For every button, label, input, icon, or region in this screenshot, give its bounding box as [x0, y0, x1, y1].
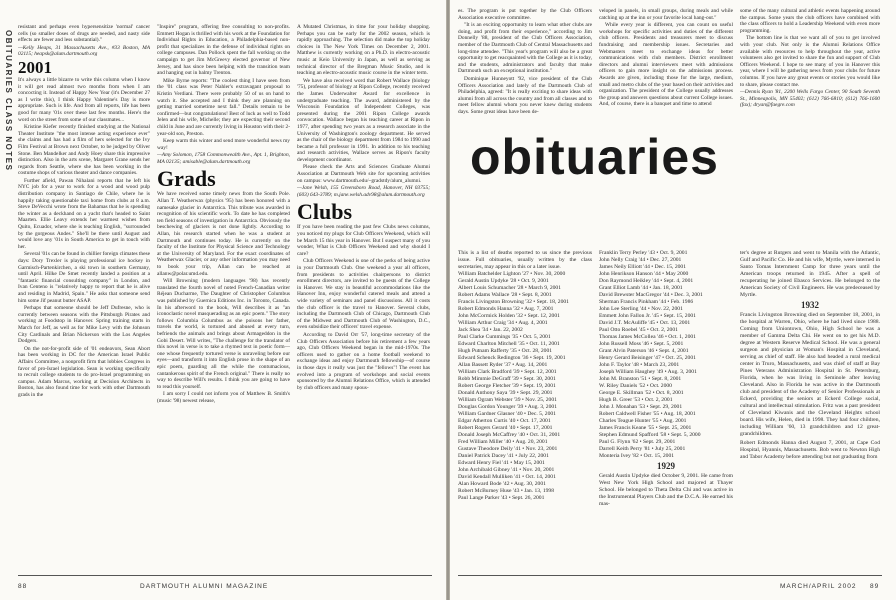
right-page: [450, 0, 896, 600]
obituary-list-item: Donald Joseph McCaffrey '40 • Oct. 31, 2001: [458, 432, 561, 438]
obituary-list-item: Robb Mimmie DeGraff '39 • Sept. 30, 2001: [458, 376, 556, 382]
page-number-left: 88: [18, 583, 28, 590]
paragraph: Will Browning (modern languages '98) has recently translated the fourth novel of noted French-Canadian writer Réjean Ducharme, The Daughter of Christopher Columbus was published by Guernica Editions Inc. in Toronto, Canada. In his afterword to the book, Will describes it as "an iconoclastic novel masquerading as an epic poem." The story follows Columbia Columbus as she poisons her father, travels the world, is tortured and abused at every turn, befriends the animals and brings about Armageddon in the Gobi Desert. Will writes, "The challenge for the translator of this novel in verse is to take a rhymed text in poetic form—one whose frequently tortured verse is unraveling before our eyes—and transform it into English prose in the shape of an epic poem, guarding all the while the contumacious, cantankerous spirit of the French original." There is really no way to describe Will's results. I think you are going to have to read this yourself.: [157, 278, 290, 390]
left-column-3: [297, 24, 430, 566]
footer-rule: [458, 575, 882, 576]
obituary-list-item: Franklin Terry Perley '43 • Oct. 9, 2001: [599, 250, 688, 256]
obituary-list-item: William Ogram Webster '39 • Nov. 25, 2001: [458, 397, 557, 403]
right-column-1: [458, 8, 592, 120]
obituary-list-item: George E. Skillman '52 • Oct. 8, 2001: [599, 390, 684, 396]
obituary-list-item: Francis Livingston Browning '32 • Sept. 18, 2001: [458, 299, 569, 305]
obituary-list-item: James Neily Elliott '44 • Dec. 15, 2001: [599, 264, 687, 270]
obituary-list-item: William Gardner Glasner '40 • Dec. 5, 2001: [458, 411, 556, 417]
obituary-list-item: Monteria Ivey '82 • Oct. 15, 2001: [599, 453, 675, 459]
paragraph: Perhaps that someone should be Jeff Dufresne, who is currently between seasons with the Pittsburgh Pirates and working at Foodstop in Hanover. Spring training starts in March for Jeff, as well as for Mike Levy with the Johnson City Cardinals and Brian Nickerson with the Los Angeles Dodgers.: [18, 305, 150, 345]
clubs-heading: Clubs: [297, 199, 353, 225]
obituary-list-item: Douglas Gordon Younger '39 • Aug. 3, 2001: [458, 404, 557, 410]
paragraph: If you have been reading the past few Clubs news columns, you noticed my plugs for Club Officers Weekend, which will be March 15 this year in Hanover. But I suspect many of you wonder, What is Club Officers Weekend and why should I care?: [297, 224, 430, 257]
paragraph: We have received some timely news from the South Pole. Allan T. Weatherwax (physics '95) has been honored with a namesake glacier in Antarctica. This tribute was awarded in recognition of his scientific work. To date he has completed ten field seasons of investigation in Antarctica. Obviously the beschewing of glaciers is not done lightly. According to Allan, his research started when he was a student at Dartmouth and continues today. He is currently on the faculty of the Institute for Physical Science and Technology at the University of Maryland. For the exact coordinates of Weatherwax Glacier, or any other information you may need to book your trip, Allan can be reached at allanw@polar.umd.edu.: [157, 191, 290, 277]
obituary-list-item: David J.T. McAuliffe '45 • Oct. 13, 2001: [599, 320, 691, 326]
signature: —Dennis Ryan '81, 2200 Wells Fargo Center, 90 South Seventh St., Minneapolis, MN 55402; (612) 766-6810; (612) 766-1600 (fax); dryan@faegre.com: [740, 89, 880, 109]
signature: —Jane Welsh, 155 Greensboro Road, Hanover, NH 03755; (603) 643-3789; m.jane.welsh.adv98@alum.dartmouth.org: [297, 185, 430, 198]
obituary-list-item: Hugh B. Greer '53 • Oct. 2, 2001: [599, 397, 673, 403]
obituaries-column-3: [740, 250, 880, 570]
paragraph: "It is an exciting opportunity to learn what other clubs are doing, and profit from their experience," according to Jim Donnelly '88, president of the Club Officers Association, member of the Dartmouth Club of Central Massachusetts and long-time attendee. "This year's program will also be a great opportunity to get reacquainted with the College as it is today, and the students, administrators and faculty that make Dartmouth such an exceptional institution.": [458, 22, 592, 75]
obituary-list-item: Fred William Miller '40 • Aug. 20, 2001: [458, 439, 548, 445]
signature: —Kelly Heaps, 31 Massachusetts Ave., #33 Boston, MA 02115; heapsk@alum.dartmouth.org: [18, 44, 150, 58]
obituary-entry: Gerald Austin Updyke died October 9, 2001. He came from West New York High School and majored at Thayer School. He belonged to Theta Delta Chi and was active in the Instrumental Players Club and the D.C.A. He earned his mas-: [599, 473, 733, 507]
paragraph: I am sorry I could not inform you of Matthew B. Smith's (music '98) newest release,: [157, 391, 290, 404]
obituary-list-item: Robert Edmonds Hanna '32 • Aug. 7, 2001: [458, 306, 554, 312]
obituary-list-item: Sherman Francis Pinkham '44 • Feb. 1986: [599, 299, 694, 305]
obituary-list-item: Paul G. Flynn '62 • Sept. 29, 2001: [599, 439, 676, 445]
obituary-list-item: Stephen Edmund Spafford '58 • Sept. 5, 2000: [599, 432, 701, 438]
obituary-list-item: Robert Rogers Gerard '40 • Sept. 17, 2001: [458, 425, 553, 431]
obituary-list-item: John F. Taylor '48 • March 23, 2001: [599, 362, 680, 368]
class-year-heading: 1932: [801, 300, 819, 310]
paragraph: Further afield, Pawan Nihalani reports that he left his NYC job for a year to work for a wood and wood pulp distribution company in Santiago de Chile, where he is happily taking questionable taxi home from clubs at 8 a.m. Steve DeVecchi wrote from the Bahamas that he is spending the winter as a deckhand on a yacht that's headed to Saint Maarten. Ellie Leavy extends her warmest wishes from Quito, Ecuador, where she is teaching English, "surrounded by the gorgeous Andes." She'll be there until August and would love any '01s in South America to get in touch with her.: [18, 177, 150, 250]
obituary-list-item: Joseph William Haughey '49 • Aug. 3, 2001: [599, 369, 697, 375]
obituary-list-item: Allan Bassett Ryder '37 • Aug. 14, 2001: [458, 362, 548, 368]
obituary-list-item: Jack Shea '34 • Jan. 22, 2002: [458, 327, 523, 333]
obituary-list-item: David Kendall Mulliken '41 • Oct. 14, 2001: [458, 474, 556, 480]
obituary-list-item: John Nelly Craig '44 • Dec. 27, 2001: [599, 257, 682, 263]
obituary-list-item: John Russell Moss '46 • Sept. 5, 2001: [599, 341, 684, 347]
obituary-list-item: William Clark Bradford '39 • Sept. 12, 2001: [458, 369, 557, 375]
obituary-list-item: Robert Adams Wallace '28 • Sept. 8, 2001: [458, 292, 552, 298]
obituary-list-b: [599, 250, 733, 460]
obituary-list-item: John Henrikson Hanson '44 • May 2000: [599, 271, 689, 277]
obituary-list-item: John Lee Sterling '44 • Nov. 22, 2001: [599, 306, 683, 312]
magazine-title-footer: DARTMOUTH ALUMNI MAGAZINE: [140, 583, 269, 590]
obituary-list-item: David Brewster MacGregor '44 • Dec. 3, 2001: [599, 292, 703, 298]
obituary-entry: ter's degree at Rutgers and went to Manila with the Atlantic, Gulf and Pacific Co. He and his wife, Myrtle, were interned in Santo Tomas Internment Camp for three years until the American troops returned in 1945. After a spell of recuperating he joined Ebasco Services. He belonged to the American Society of Civil Engineers. He was predeceased by Myrtle.: [740, 250, 880, 298]
obituary-list-item: John J. Monahan '53 • Sept. 29, 2001: [599, 404, 683, 410]
obituary-list-item: Edgar Atherton Curtis '40 • Oct. 17, 2001: [458, 418, 551, 424]
obituary-list-item: Robert McBurney Huse '43 • Jan. 13, 1998: [458, 488, 555, 494]
obituaries-title: obituaries: [470, 129, 719, 185]
obituary-list-item: Charles Teague Hunter '55 • Aug. 2001: [599, 418, 687, 424]
paragraph: veloped in panels, in small groups, during meals and while catching up at the inn or your favorite local hang-out.": [599, 8, 733, 21]
obituary-list-item: Darrell Keith Perry '81 • July 25, 2001: [599, 446, 686, 452]
obituary-list-item: Donald Anthony Saya '39 • Sept. 29, 2001: [458, 390, 553, 396]
paragraph: Kristine Kiefer recently finished studying at the National Theater Institute "the most intense acting experience ever" she claims and has had a film of hers selected for the Ivy Film Festival at Brown next October, to be judged by Oliver Stone. Ben Mandelker and Andy Hoey share this impressive distinction. Also in the arts scene, Margaret Grane sends her regards from Seattle, where she has been working in the costume shops of various theater and dance companies.: [18, 124, 150, 177]
paragraph: Club Officers Weekend is one of the perks of being active in your Dartmouth Club. One weekend a year all officers, from presidents to activities chairpersons to district enrollment directors, are invited to be guests of the College in Hanover. We stay in beautiful accommodations like the Hanover Inn, enjoy wonderful catered meals and attend a wide variety of seminars and panel discussions. All it costs the club officer is the travel to Hanover. Several clubs, including the Dartmouth Club of Chicago, Dartmouth Club of the Midwest and Dartmouth Club of Washington, D.C., even subsidize their officers' travel expense.: [297, 258, 430, 331]
obituary-list-item: John McCormick Holden '32 • Sept. 12, 2001: [458, 313, 560, 319]
paragraph: Please check the Arts and Sciences Graduate Alumni Association at Dartmouth Web site for upcoming activities on campus: www.dartmouth.edu/~gradstdy/alum_alumni.: [297, 164, 430, 184]
class-year-heading: 1929: [657, 461, 675, 471]
obituary-list-item: Edward Henry Fiel '41 • May 15, 2001: [458, 460, 545, 466]
paragraph: es. The program is put together by the Club Officers Association executive committee.: [458, 8, 592, 21]
obituary-entry: Robert Edmonds Hanna died August 7, 2001, at Cape Cod Hospital, Hyannis, Massachusetts. Bob went to Newton High and Tabor Academy before attending but not graduating from: [740, 440, 880, 460]
obituary-list-item: William Arthur Craig '34 • Aug. 4, 2001: [458, 320, 548, 326]
paragraph: Several '01s can be found in chillier foreign climates these days: Dory Trexler is playing professional ice hockey in Garmisch-Partenkirchen, a ski town in southern Germany, until April. Hilke De Smet recently landed a position at a "fantastic financial consulting company" in London, and Ivan Centeno is "relatively happy to report that he is alive and residing in Madrid, Spain." He asks that someone send him some Jif peanut butter ASAP.: [18, 251, 150, 304]
obituary-list-a: [458, 271, 592, 502]
left-page: [0, 0, 446, 600]
left-column-2: [157, 24, 290, 566]
obituary-list-item: Alan Howard Bode '42 • Aug. 30, 2001: [458, 481, 546, 487]
paragraph: A Mutated Christmas, in time for your holiday shopping. Perhaps you can be early for the 2002 season, which is rapidly approaching. The selection did make the top holiday choices in The New York Times on December 2, 2001. Matthew is currently working on a Ph.D. in electro-acoustic music at Keio University in Japan, as well as serving as technical director of the Bregman Music Studio, and is teaching an electro-acoustic music course in the winter term.: [297, 24, 430, 77]
obituary-list-item: Daniel Patrick Dacey '41 • July 22, 2001: [458, 453, 549, 459]
obituary-list-item: Grant Alvin Paterson '46 • Sept. 4, 2001: [599, 348, 689, 354]
obituary-list-item: Gerald Austin Updyke '28 • Oct. 9, 2001: [458, 278, 549, 284]
obituary-list-item: William Batchelder Lighton '27 • Nov. 30, 2000: [458, 271, 566, 277]
paragraph: While every year is different, you can count on useful workshops for specific activities and duties of the different club officers. Presidents and treasurers meet to discuss fundraising and membership issues. Secretaries and Webmasters meet to exchange ideas for better communications with club members. District enrollment directors and alumni interviewers meet with admissions officers to gain more insight on the admissions process. Awards are given, including those for the large, medium, small and metro clubs of the year based on their activities and organization. The president of the College usually addresses the group and answers questions about current College issues. And, of course, there is a banquet and time to attend: [599, 22, 733, 108]
obituary-list-item: Hugh Putnam Rafferty '35 • Oct. 28, 2001: [458, 348, 553, 354]
page-number-right: 89: [870, 583, 880, 590]
obituary-list-item: Albert Louis Schumacher '28 • March 9, 2001: [458, 285, 562, 291]
paragraph: On the not-for-profit side of '01 endeavors, Sean Abort has been working in DC for the American Israel Public Affairs Committee, a nonprofit firm that lobbies Congress in favor of pro-Israel legislation. Sean is working specifically to recruit college students to do pro-Israel programming on campus. Adam Marcus, working at Decision Architects in Boston, has also found time for work with other Dartmouth grads in the: [18, 345, 150, 398]
section-sidebar-label: [3, 30, 13, 230]
obituary-list-item: Henry Gerard Beisinger '47 • Oct. 25, 2001: [599, 355, 696, 361]
obituary-list-item: Paul Lange Parker '43 • Sept. 26, 2001: [458, 495, 545, 501]
footer-rule: [18, 575, 432, 576]
obituary-list-item: Paul Otto Roebel '45 • Oct. 2, 2001: [599, 327, 678, 333]
right-column-2: [599, 8, 733, 120]
obituary-list-item: James Francis Keane '55 • Sept. 25, 2001: [599, 425, 692, 431]
paragraph: Keep warm this winter and send more wonderful news my way!: [157, 138, 290, 151]
section-sidebar-text: OBITUARIES CLASS NOTES: [4, 30, 13, 172]
paragraph: We have also received word that Robert Wallace (biology '75), professor of biology at Ripon College, recently received the James Underwalter Award for excellence in undergraduate teaching. The award, administered by the Wisconsin Foundation of Independent Colleges, was presented during the 2001 Ripon College awards convocation. Wallace began his teaching career at Ripon in 1977, after spending two years as a research associate in the University of Washington's zoology department. He served as the chair of the biology department from 1984 to 1990 and became a full professor in 1991. In addition to his teaching and research activities, Wallace serves as Ripon's faculty development coordinator.: [297, 77, 430, 163]
obituaries-list-column-1: [458, 250, 592, 570]
obituary-list-item: John M. Branston '51 • Sept. 8, 2001: [599, 376, 682, 382]
obituary-list-item: Gustave Theodore Deily '41 • Nov. 23, 2001: [458, 446, 558, 452]
grads-heading: Grads: [157, 166, 216, 192]
obituary-list-item: W. Riley Daniels '52 • Oct. 2000: [599, 383, 672, 389]
obituary-entry: Francis Livingston Browning died on September 18, 2001, in the hospital at Warren, Ohio, where he had lived since 1988. Coming from Uniontown, Ohio, High School he was a member of Gamma Delta Chi. He went on to get his M.D. degree at Western Reserve Medical School. He was a general surgeon and physician at Woman's Hospital in Cleveland, serving as chief of staff. He also had headed a rural medical center in Truro, Massachusetts, and was chief of staff at Bay Pines Veterans Administration Hospital in St. Petersburg, Florida, when he was living in Seminole after leaving Cleveland. Also in Florida he was active in the Dartmouth club and president of the Academy of Senior Professionals at Eckerd, providing the seniors at Eckerd College social, cultural and intellectual stimulation. Fritz was a past president of Cleveland Kiwanis and the Cleveland Heights school board. His wife, Helen, died in 1998. They had four children, including William '60, 13 grandchildren and 12 great-grandchildren.: [740, 312, 880, 437]
paragraph: some of the many cultural and athletic events happening around the campus. Some years the club officers have combined with the class officers to hold a Leadership Weekend with even more programming.: [740, 8, 880, 34]
obituary-list-item: Paul Clarke Cummings '35 • Oct. 5, 2001: [458, 334, 551, 340]
issue-date-footer: MARCH/APRIL 2002: [780, 583, 857, 590]
class-year-heading: 2001: [18, 57, 52, 77]
obituary-list-item: Robert Caldwell Fisher '55 • Aug. 18, 2001: [599, 411, 696, 417]
obituary-list-item: Edward Charlton Mitchell '35 • Oct. 11, 2001: [458, 341, 560, 347]
obituaries-intro: This is a list of deaths reported to us since the previous issue. Full obituaries, usually written by the class secretaries, may appear in this or a later issue.: [458, 250, 592, 270]
paragraph: It's always a little bizarre to write this column when I know it will get read almost two months from when I am concocting it. Instead of Happy New Year (it's December 27 as I write this), I think Happy Valentine's Day is more appropriate. Such is life. And from all reports, life has been good for many '01s over these last few months. Here's the word on the street from some of our classmates...: [18, 76, 150, 123]
obituary-list-item: John Archibald Gibney '41 • Nov. 20, 2001: [458, 467, 555, 473]
paragraph: resistant and perhaps even hypersensitize 'normal' cancer cells (so smaller doses of drugs are needed, and nasty side effects are fewer and less substantial).": [18, 24, 150, 44]
paragraph: Mike Byrne reports: "The coolest thing I have seen from the '01 class was Peter Nahler's extravagant proposal to Kristin Verdiani. There were probably 50 of us on hand to watch it. She accepted and I think they are planning on getting married sometime next fall." Details remain to be confirmed—but congratulations! Best of luck as well to Todd Jelen and his wife, Michelle; they are expecting their second child in June and are currently living in Houston with their 2-year-old son, Preston.: [157, 77, 290, 137]
obituary-list-item: Don Raymond Heikley '44 • Sept. 4, 2001: [599, 278, 694, 284]
paragraph: According to David Orr '57, long-time secretary of the Club Officers Association before his retirement a few years ago, Club Officers Weekend began in the mid-1970s. The officers used to gather on a home football weekend to exchange ideas and enjoy Dartmouth fellowship—of course in those days it really was just the "fellows"! The event has evolved into a program of workshops and social events sponsored by the Alumni Relations Office, which is attended by club officers and many spous-: [297, 331, 430, 391]
obituary-list-item: Emmett John Fallon Jr. '45 • Sept. 15, 2001: [599, 313, 696, 319]
obituary-list-item: Robert George Fletcher '39 • Sept. 19, 2001: [458, 383, 556, 389]
paragraph: The bottom line is that we want all of you to get involved with your club. Not only is the Alumni Relations Office available with resources to help throughout the year, active volunteers also get invited to share the fun and support of Club Officers Weekend. I hope to see many of you in Hanover this year, where I will be gathering news from your clubs for future columns. If you have any great events or stories you would like to share, please contact me.: [740, 35, 880, 88]
obituary-list-item: Grant Elliot Lamb '44 • Jan. 18, 2001: [599, 285, 683, 291]
paragraph: Dominique Hunneyott '92, vice president of the Club Officers Association and lately of the Dartmouth Club of Philadelphia, agreed: "It is really exciting to share ideas with alumni from all across the country and from all classes and to meet fellow alumni whom you never knew during students days. Some great ideas have been de-: [458, 75, 592, 115]
obituary-list-item: Edward Schenck Redington '36 • Sept. 19, 2001: [458, 355, 566, 361]
obituary-list-item: Thomas James McCollea '46 • Oct. 1, 2001: [599, 334, 696, 340]
obituaries-list-column-2: [599, 250, 733, 570]
left-column-1: [18, 24, 150, 566]
signature: —Amy Solomon, 1758 Commonwealth Ave., Apt. 1, Brighton, MA 02135; amisable@alum.dartmouth.org: [157, 152, 290, 165]
right-column-3: [740, 8, 880, 248]
paragraph: "Inspire" program, offering free consulting to non-profits. Emmett Hogan is thrilled with his work at the Foundation for Individual Rights in Education, a Philadelphia-based non-profit that specializes in the defense of individual rights on college campuses. Dan Pollock spent the fall working on the campaign to get Jim McGreevy elected governor of New Jersey, and has since been helping with the transition team and hanging out in balmy Trenton.: [157, 24, 290, 77]
